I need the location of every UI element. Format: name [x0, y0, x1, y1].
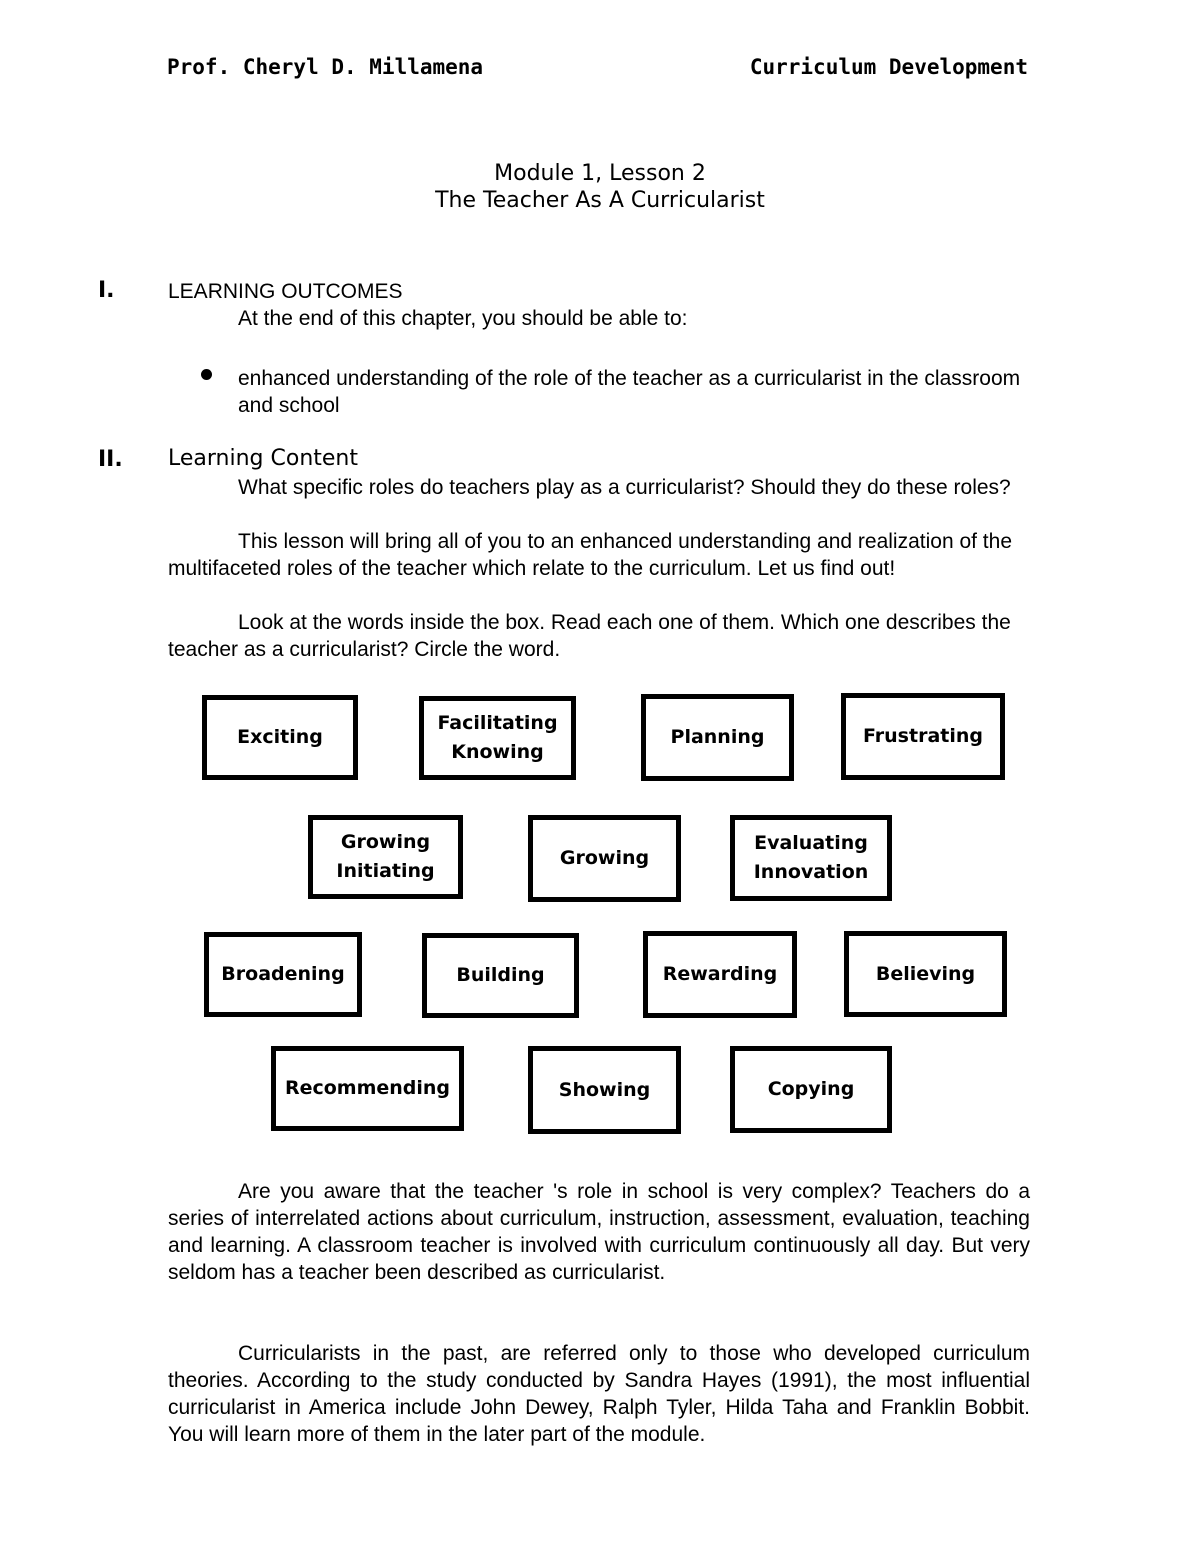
bullet-icon	[201, 369, 212, 380]
closing-paragraph-2: Curricularists in the past, are referred only to those who developed curriculum theories. According to the study conducted by Sandra Hayes (1991), the most influential curricularist in America include John Dewey, Ralph Tyler, Hilda Taha and Franklin Bobbit. You will learn more of them in the later part of the module.	[168, 1342, 1030, 1446]
header-author: Prof. Cheryl D. Millamena	[167, 55, 484, 79]
word-box-frustrating[interactable]: Frustrating	[841, 693, 1005, 780]
word-box-facilitating-knowing[interactable]: Facilitating Knowing	[419, 696, 576, 780]
word-box-believing[interactable]: Believing	[844, 931, 1007, 1017]
module-title: Module 1, Lesson 2	[494, 161, 706, 186]
section-2-heading: Learning Content	[168, 446, 358, 471]
content-paragraph-3: Look at the words inside the box. Read each one of them. Which one describes the teacher as a curricularist? Circle the word.	[168, 611, 1011, 661]
word-box-recommending[interactable]: Recommending	[271, 1046, 464, 1131]
content-paragraph-1: What specific roles do teachers play as a curricularist? Should they do these roles?	[238, 476, 1011, 499]
section-1-numeral: I.	[98, 278, 115, 303]
header-course: Curriculum Development	[749, 55, 1028, 79]
lesson-title: The Teacher As A Curricularist	[435, 188, 765, 213]
word-box-showing[interactable]: Showing	[528, 1046, 681, 1134]
outcome-bullet-text: enhanced understanding of the role of the teacher as a curricularist in the classroom and school	[238, 367, 1021, 417]
word-box-growing[interactable]: Growing	[528, 815, 681, 902]
word-box-building[interactable]: Building	[422, 933, 579, 1018]
section-1-intro: At the end of this chapter, you should be able to:	[238, 307, 688, 330]
word-box-rewarding[interactable]: Rewarding	[643, 931, 797, 1018]
section-1-heading: LEARNING OUTCOMES	[168, 280, 403, 303]
word-box-planning[interactable]: Planning	[641, 694, 794, 781]
closing-paragraph-1: Are you aware that the teacher 's role in school is very complex? Teachers do a series of interrelated actions about curriculum, instruction, assessment, evaluation, teaching and learning. A classroom teacher is involved with curriculum continuously all day. But very seldom has a teacher been described as curricularist.	[168, 1180, 1030, 1284]
content-paragraph-2: This lesson will bring all of you to an enhanced understanding and realization of the multifaceted roles of the teacher which relate to the curriculum. Let us find out!	[168, 530, 1012, 580]
word-box-exciting[interactable]: Exciting	[202, 695, 358, 780]
section-2-numeral: II.	[98, 447, 123, 472]
word-box-evaluating-innovation[interactable]: Evaluating Innovation	[730, 815, 892, 901]
word-box-copying[interactable]: Copying	[730, 1046, 892, 1133]
word-box-growing-initiating[interactable]: Growing Initiating	[308, 815, 463, 899]
word-box-broadening[interactable]: Broadening	[204, 932, 362, 1017]
